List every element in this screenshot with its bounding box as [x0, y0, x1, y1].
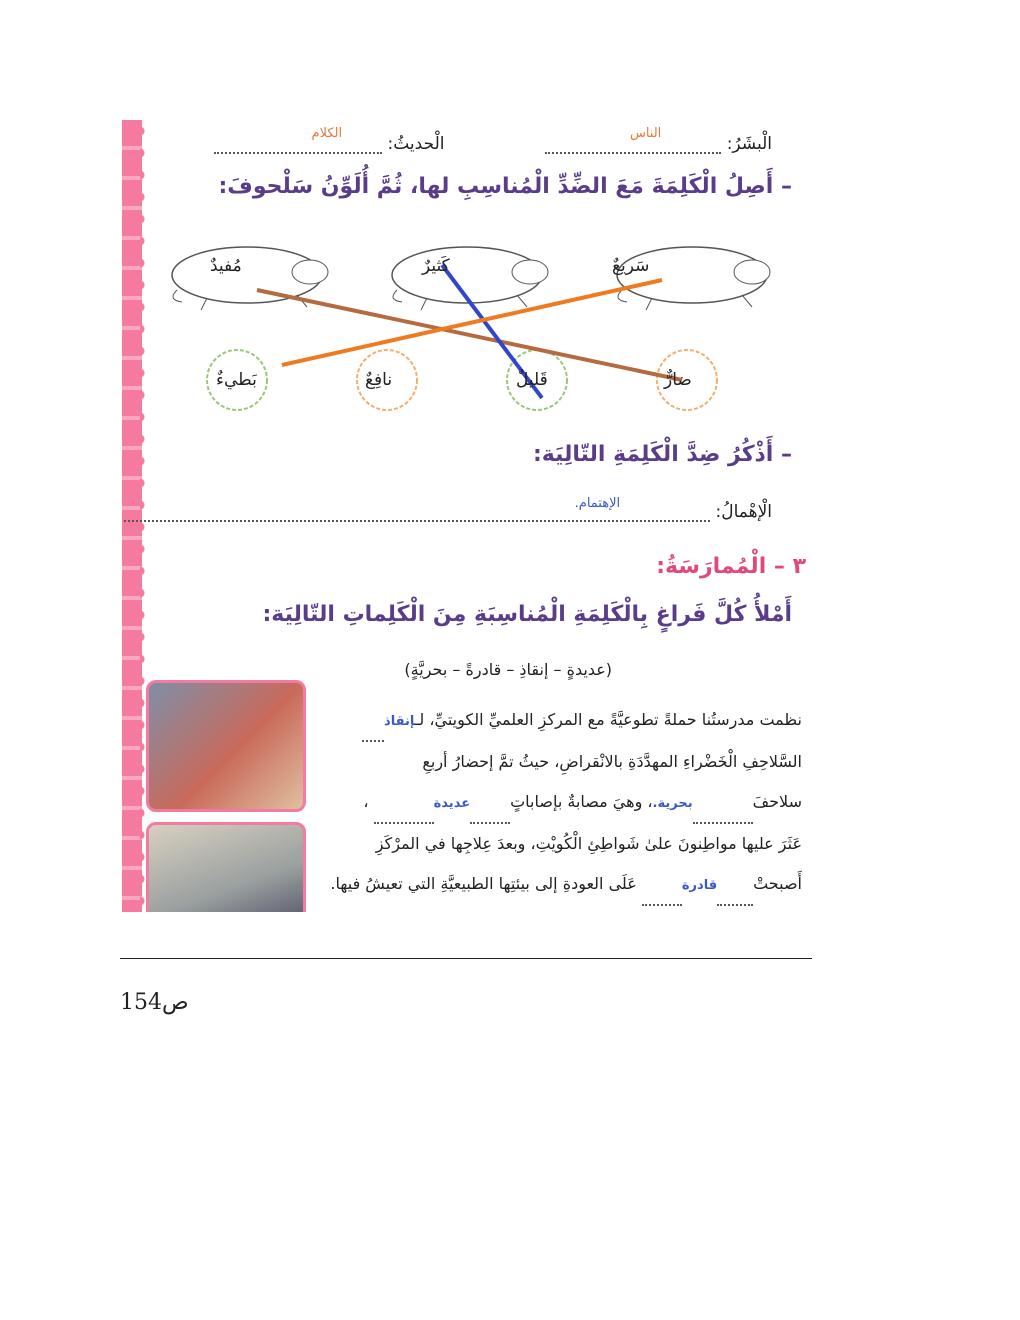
label-people: الْبشَرُ:	[726, 134, 772, 154]
turtle-word-useful: مُفيدٌ	[210, 256, 242, 276]
worksheet-page	[122, 120, 812, 912]
answer-speech: الكلام	[311, 126, 343, 141]
word-bank: (عديدةٍ – إنقاذِ – قادرةً – بحريَّةٍ)	[404, 660, 612, 679]
practice-subtitle: أَمْلأُ كُلَّ فَراغٍ بِالْكَلِمَةِ الْمُناسِبَةِ مِنَ الْكَلِماتِ التّالِيَة:	[262, 602, 792, 627]
antonym-row	[214, 126, 772, 154]
passage-line-1: نظمت مدرستُنا حملةً تطوعيَّةً مع المركزِ العلميِّ الكويتيِّ، لـإنقاذ	[282, 700, 802, 742]
blank-speech[interactable]	[214, 126, 382, 154]
blank-people[interactable]	[545, 126, 721, 154]
turtle-word-many: كَثيرٌ	[422, 256, 450, 276]
label-neglect: الْإهْمالُ:	[715, 502, 772, 522]
blank-many[interactable]	[470, 806, 510, 824]
footer-divider	[120, 958, 812, 959]
page-number: 154ص	[120, 990, 189, 1015]
blank-marine[interactable]	[693, 806, 753, 824]
flower-word-few: قَليلٌ	[516, 370, 548, 390]
answer-many: عديدة	[433, 796, 471, 811]
opposite-row	[122, 496, 772, 522]
blank-rescue[interactable]	[362, 724, 384, 742]
answer-people: الناس	[629, 126, 662, 141]
label-speech: الْحديثُ:	[387, 134, 445, 154]
matching-diagram	[152, 240, 792, 420]
answer-neglect: الإهتمام.	[574, 496, 621, 511]
turtle-word-fast: سَريعٌ	[612, 256, 650, 276]
flower-word-beneficial: نافِعٌ	[365, 370, 393, 390]
match-heading: – أَصِلُ الْكَلِمَةَ مَعَ الضِّدِّ الْمُناسِبِ لها، ثُمَّ أُلَوِّنُ سَلْحوفَ:	[218, 174, 792, 199]
passage-line-4: عَثَرَ عليها مواطِنونَ علىٰ شَواطِئِ الْكُويْتِ، وبعدَ عِلاجِها في المرْكَزِ	[375, 834, 802, 853]
answer-rescue: إنقاذ	[384, 714, 415, 729]
answer-able: قادرة	[681, 878, 718, 893]
passage-line-5: أَصبحتْقادرة عَلَى العودةِ إلى بيئتِها الطبيعيَّةِ التي تعيشُ فيها.	[282, 864, 802, 906]
answer-marine: بحرية.	[652, 796, 693, 811]
flower-word-harmful: ضارٌّ	[664, 370, 692, 390]
passage-line-2: السَّلاحِفِ الْخَضْراءِ المهدَّدَةِ بالانْقراضِ، حيثُ تمَّ إحضارُ أربعِ	[422, 752, 802, 771]
flower-word-slow: بَطيءٌ	[216, 370, 257, 390]
blank-neglect[interactable]	[122, 496, 710, 522]
opposite-heading: – أَذْكُرُ ضِدَّ الْكَلِمَةِ التّالِيَة:	[532, 442, 792, 467]
practice-heading: ٣ – الْمُمارَسَةُ:	[656, 554, 806, 579]
passage	[282, 700, 802, 906]
blank-able[interactable]	[717, 888, 753, 906]
passage-line-3: سلاحفَبحرية.، وهيَ مصابةٌ بإصاباتٍعديدة ،	[282, 782, 802, 824]
